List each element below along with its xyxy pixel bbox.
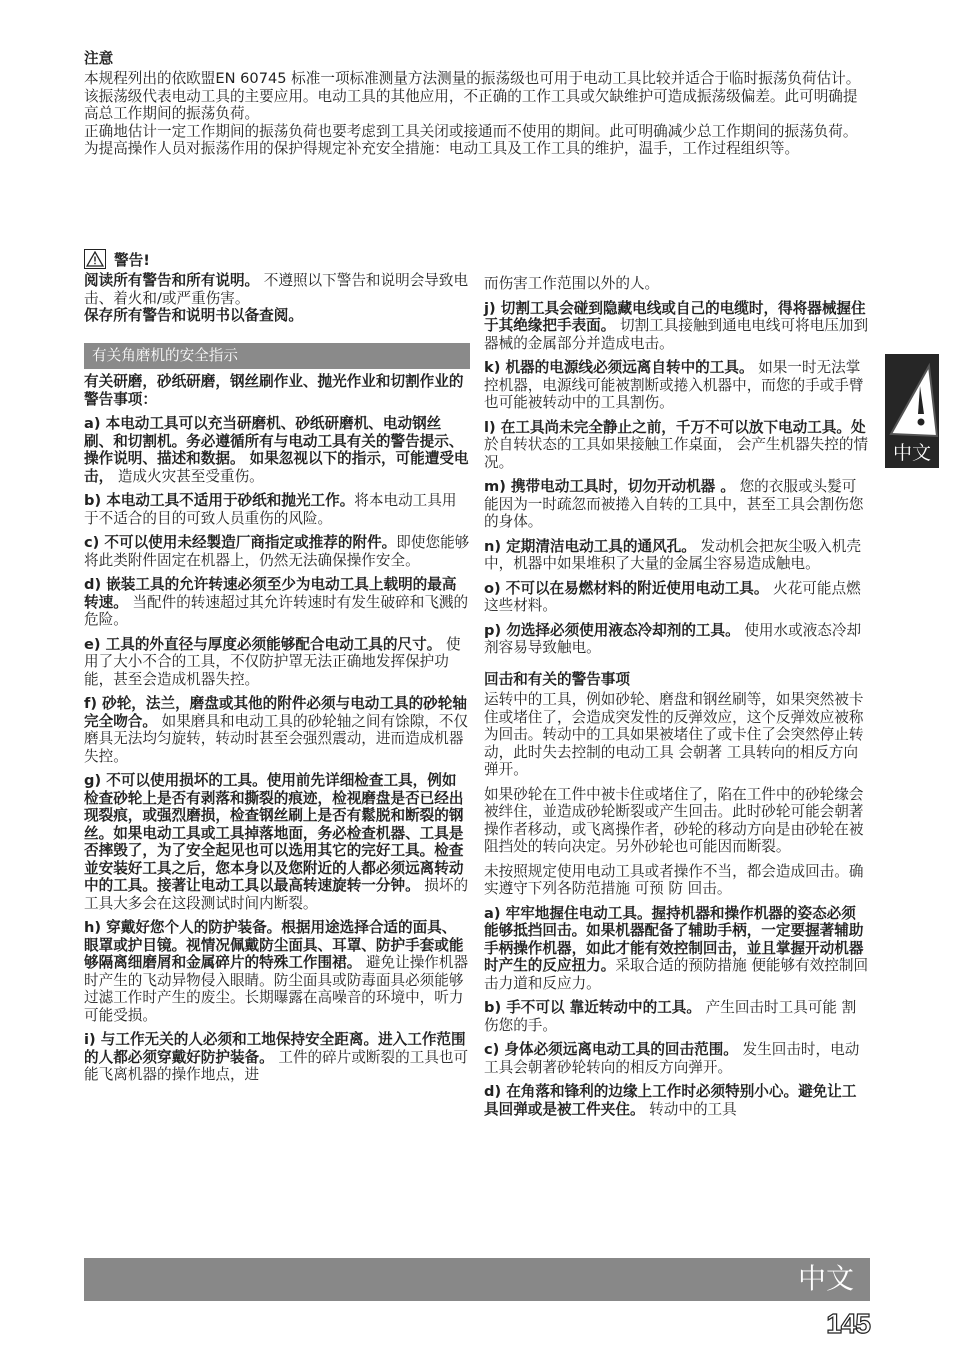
instruction-item: c) 不可以使用未经製造厂商指定或推荐的附件。即使您能够将此类附件固定在机器上，仍然无法确保操作安全。 xyxy=(84,534,470,569)
footer-language-label: 中文 xyxy=(797,1262,854,1295)
instruction-item: g) 不可以使用损坏的工具。使用前先详细检查工具，例如检查砂轮上是否有剥落和撕裂的痕迹，检视磨盘是否已经出现裂痕，或强烈磨损，检查钢丝刷上是否有鬆脱和断裂的钢丝。如果电动工具或工具掉落地面，务必检查机器、工具是否摔毁了，为了安全起见也可以选用其它的完好工具。检查並安装好工具之后，您本身以及您附近的人都必须远离转动中的工具。接著让电动工具以最高转速旋转一分钟。 损坏的工具大多会在这段测试时间内断裂。 xyxy=(84,772,469,912)
kickback-item: d) 在角落和锋利的边缘上工作时必须特别小心。避免让工具回弹或是被工件夹住。 转动中的工具 xyxy=(484,1083,857,1118)
warning-triangle-icon xyxy=(885,356,939,440)
section-title-bar: 有关角磨机的安全指示 xyxy=(84,343,470,369)
instruction-item: b) 本电动工具不适用于砂纸和抛光工作。将本电动工具用于不适合的目的可致人员重伤的风险。 xyxy=(84,492,457,527)
instruction-item: a) 本电动工具可以充当研磨机、砂纸研磨机、电动钢丝刷、和切割机。务必遵循所有与电动工具有关的警告提示、操作说明、描述和数据。 如果忽视以下的指示，可能遭受电击， 造成火灾甚至受重伤。 xyxy=(84,415,469,485)
kickback-paragraph: 运转中的工具，例如砂轮、磨盘和钢丝刷等，如果突然被卡住或堵住了，会造成突发性的反弹效应，这个反弹效应被称为回击。转动中的工具如果被堵住了或卡住了会突然停止转动，此时失去控制的电动工具 会朝著 工具转向的相反方向 弹开。 xyxy=(484,691,864,778)
kickback-item: a) 牢牢地握住电动工具。握持机器和操作机器的姿态必须能够抵挡回击。如果机器配备了辅助手柄，一定要握著辅助手柄操作机器，如此才能有效控制回击，並且掌握开动机器时产生的反应扭力。采取合适的预防措施 便能够有效控制回击力道和反应力。 xyxy=(484,904,869,992)
instruction-item: k) 机器的电源线必须远离自转中的工具。 如果一时无法掌控机器，电源线可能被割断或捲入机器中，而您的手或手臂也可能被转动中的工具割伤。 xyxy=(484,359,864,411)
warning-keep-all: 保存所有警告和说明书以备查阅。 xyxy=(84,307,303,324)
instruction-item: p) 勿选择必须使用液态冷却剂的工具。 使用水或液态冷却剂容易导致触电。 xyxy=(484,621,862,656)
kickback-paragraph: 未按照规定使用电动工具或者操作不当，都会造成回击。确实遵守下列各防范措施 可预 防 回击。 xyxy=(484,862,864,897)
intro-paragraph: 该振荡级代表电动工具的主要应用。电动工具的其他应用，不正确的工作工具或欠缺维护可造成振荡级偏差。此可明确提高总工作期间的振荡负荷。 xyxy=(84,87,858,122)
instruction-item: o) 不可以在易燃材料的附近使用电动工具。 火花可能点燃这些材料。 xyxy=(484,579,861,614)
warning-block xyxy=(84,249,470,325)
subheading: 有关研磨，砂纸研磨，钢丝刷作业、抛光作业和切割作业的警告事项： xyxy=(84,373,464,408)
instruction-item: j) 切割工具会碰到隐藏电线或自己的电缆时，得将器械握住于其绝缘把手表面。 切割工具接触到通电电线可将电压加到器械的金属部分并造成电击。 xyxy=(484,299,869,352)
intro-block xyxy=(84,49,870,158)
intro-paragraph: 本规程列出的依欧盟EN 60745 标准一项标准测量方法测量的振荡级也可用于电动工具比较并适合于临时振荡负荷估计。 xyxy=(84,70,861,87)
kickback-paragraph: 如果砂轮在工件中被卡住或堵住了，陷在工件中的砂轮缘会被绊住，並造成砂轮断裂或产生回击。此时砂轮可能会朝著操作者移动，或飞离操作者，砂轮的移动方向是由砂轮在被阻挡处的转向决定。另外砂轮也可能因而断裂。 xyxy=(484,785,864,855)
instruction-item: m) 携带电动工具时，切勿开动机器 。 您的衣服或头髮可能因为一时疏忽而被捲入自转的工具中，甚至工具会割伤您的身体。 xyxy=(484,478,864,530)
kickback-item: c) 身体必须远离电动工具的回击范围。 发生回击时，电动工具会朝著砂轮转向的相反方向弹开。 xyxy=(484,1041,860,1076)
intro-heading: 注意 xyxy=(84,50,114,67)
intro-paragraph: 为提高操作人员对振荡作用的保护得规定补充安全措施：电动工具及工作工具的维护，温手，工作过程组织等。 xyxy=(84,140,800,157)
instruction-item: h) 穿戴好您个人的防护装备。根据用途选择合适的面具、眼罩或护目镜。视情况佩戴防尘面具、耳罩、防护手套或能够隔离细磨屑和金属碎片的特殊工作围裙。 避免让操作机器时产生的飞动异物侵入眼睛。防尘面具或防毒面具必须能够过滤工作时产生的废尘。长期曝露在高噪音的环境中，听力可能受损。 xyxy=(84,919,469,1024)
instruction-item: d) 嵌装工具的允许转速必须至少为电动工具上载明的最高转速。 当配件的转速超过其允许转速时有发生破碎和飞溅的危险。 xyxy=(84,576,469,628)
warning-read-all: 阅读所有警告和所有说明。 不遵照以下警告和说明会导致电击、着火和/或严重伤害。 xyxy=(84,272,469,307)
left-column xyxy=(84,373,470,1091)
side-tab-label: 中文 xyxy=(892,442,931,464)
instruction-item: n) 定期清洁电动工具的通风孔。 发动机会把灰尘吸入机壳中，机器中如果堆积了大量的金属尘容易造成触电。 xyxy=(484,537,862,572)
kickback-heading: 回击和有关的警告事项 xyxy=(484,670,630,688)
intro-paragraph: 正确地估计一定工作期间的振荡负荷也要考虑到工具关闭或接通而不使用的期间。此可明确减少总工作期间的振荡负荷。 xyxy=(84,122,858,140)
instruction-item: l) 在工具尚未完全静止之前，千万不可以放下电动工具。处 於自转状态的工具如果接触工作桌面， 会产生机器失控的情况。 xyxy=(484,418,869,471)
warning-triangle-icon xyxy=(84,249,106,269)
instruction-item: 而伤害工作范围以外的人。 xyxy=(484,275,660,292)
page-number: 145 xyxy=(826,1308,870,1339)
kickback-item: b) 手不可以 靠近转动中的工具。 产生回击时工具可能 割伤您的手。 xyxy=(484,999,857,1034)
instruction-item: f) 砂轮，法兰，磨盘或其他的附件必须与电动工具的砂轮轴完全吻合。 如果磨具和电动工具的砂轮轴之间有馀隙，不仅磨具无法均匀旋转，转动时甚至会强烈震动，进而造成机器失控。 xyxy=(84,695,469,765)
warning-title: 警告! xyxy=(114,252,150,269)
language-side-tab xyxy=(885,354,939,468)
right-column xyxy=(484,275,870,1125)
instruction-item: i) 与工作无关的人必须和工地保持安全距离。进入工作范围的人都必须穿戴好防护装备。 工件的碎片或断裂的工具也可能飞离机器的操作地点，进 xyxy=(84,1031,469,1083)
footer-bar xyxy=(84,1258,870,1301)
instruction-item: e) 工具的外直径与厚度必须能够配合电动工具的尺寸。 使用了大小不合的工具，不仅防护罩无法正确地发挥保护功能，甚至会造成机器失控。 xyxy=(84,635,461,688)
